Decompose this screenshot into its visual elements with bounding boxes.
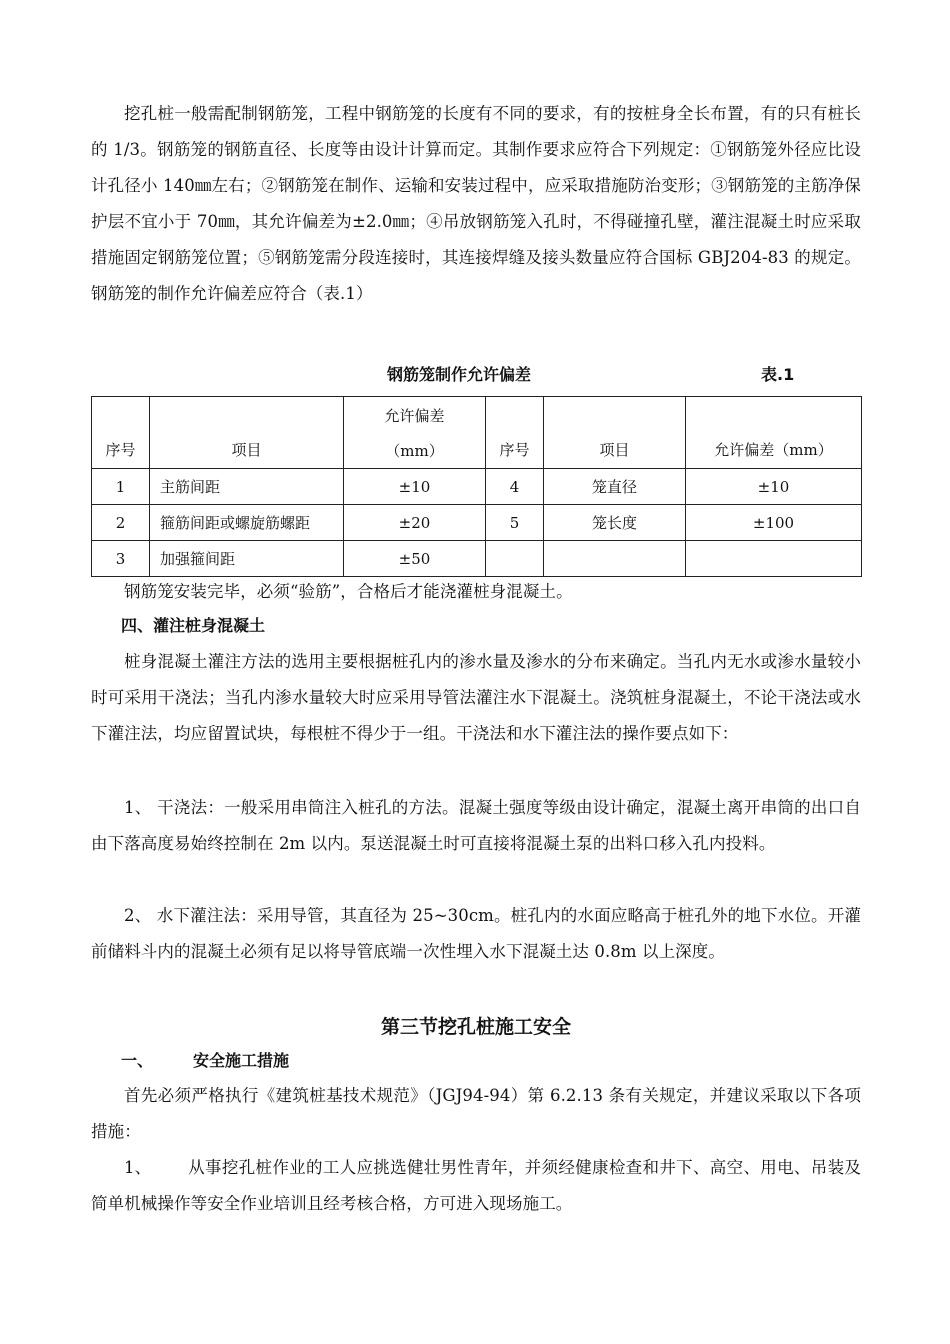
cell-item-2 [544, 541, 686, 577]
list-item-number: 1、 [124, 1158, 152, 1177]
cell-item-2: 笼长度 [544, 505, 686, 541]
header-tolerance-2: 允许偏差（mm） [686, 397, 862, 469]
list-item-text: 从事挖孔桩作业的工人应挑选健壮男性青年，并须经健康检查和井下、高空、用电、吊装及简单机械操作等安全作业培训且经考核合格，方可进入现场施工。 [91, 1158, 861, 1213]
header-item: 项目 [150, 397, 344, 469]
table-caption [91, 358, 861, 390]
table-row [92, 469, 862, 505]
header-tolerance-line1: 允许偏差 [384, 406, 445, 425]
header-seq: 序号 [92, 397, 150, 469]
header-item-2: 项目 [544, 397, 686, 469]
cell-tolerance-2: ±10 [686, 469, 862, 505]
paragraph-inspection: 钢筋笼安装完毕，必须“验筋”，合格后才能浇灌桩身混凝土。 [124, 582, 573, 601]
heading-pour-concrete: 四、灌注桩身混凝土 [121, 616, 266, 635]
list-item [91, 1150, 861, 1222]
cell-item: 主筋间距 [150, 469, 344, 505]
header-tolerance-line2: （mm） [385, 441, 444, 460]
cell-seq-2: 4 [486, 469, 544, 505]
heading-safety-measures [121, 1046, 289, 1076]
tolerance-table [91, 396, 862, 577]
table-number: 表.1 [761, 365, 795, 384]
paragraph-pour-method: 桩身混凝土灌注方法的选用主要根据桩孔内的渗水量及渗水的分布来确定。当孔内无水或渗水量较小时可采用干浇法；当孔内渗水量较大时应采用导管法灌注水下混凝土。浇筑桩身混凝土，不论干浇法或水下灌注法，均应留置试块，每根桩不得少于一组。干浇法和水下灌注法的操作要点如下： [91, 652, 861, 743]
cell-tolerance-2: ±100 [686, 505, 862, 541]
paragraph-dry-pour: 1、 干浇法：一般采用串筒注入桩孔的方法。混凝土强度等级由设计确定，混凝土离开串筒的出口自由下落高度易始终控制在 2m 以内。泵送混凝土时可直接将混凝土泵的出料口移入孔内投料。 [91, 798, 861, 853]
header-seq-2: 序号 [486, 397, 544, 469]
section-title: 第三节挖孔桩施工安全 [380, 1016, 571, 1038]
cell-tolerance: ±10 [344, 469, 486, 505]
heading-safety-text: 安全施工措施 [193, 1051, 290, 1070]
cell-seq: 1 [92, 469, 150, 505]
cell-seq-2 [486, 541, 544, 577]
paragraph-rebar-cage: 挖孔桩一般需配制钢筋笼，工程中钢筋笼的长度有不同的要求，有的按桩身全长布置，有的只有桩长的 1/3。钢筋笼的钢筋直径、长度等由设计计算而定。其制作要求应符合下列规定：①钢筋笼外径应比设计孔径小 140㎜左右；②钢筋笼在制作、运输和安装过程中，应采取措施防治变形；③钢筋笼的主筋净保护层不宜小于 70㎜，其允许偏差为±2.0㎜；④吊放钢筋笼入孔时，不得碰撞孔壁，灌注混凝土时应采取措施固定钢筋笼位置；⑤钢筋笼需分段连接时，其连接焊缝及接头数量应符合国标 GBJ204-83 的规定。钢筋笼的制作允许偏差应符合（表.1） [91, 104, 861, 303]
cell-seq: 3 [92, 541, 150, 577]
cell-item: 加强箍间距 [150, 541, 344, 577]
cell-tolerance-2 [686, 541, 862, 577]
table-row [92, 505, 862, 541]
table-row [92, 541, 862, 577]
header-tolerance [344, 397, 486, 469]
cell-item: 箍筋间距或螺旋筋螺距 [150, 505, 344, 541]
table-header-row [92, 397, 862, 469]
paragraph-underwater-pour: 2、 水下灌注法：采用导管，其直径为 25~30cm。桩孔内的水面应略高于桩孔外的地下水位。开灌前储料斗内的混凝土必须有足以将导管底端一次性埋入水下混凝土达 0.8m 以上深度。 [91, 906, 861, 961]
cell-seq-2: 5 [486, 505, 544, 541]
cell-item-2: 笼直径 [544, 469, 686, 505]
table-title: 钢筋笼制作允许偏差 [387, 365, 532, 384]
cell-seq: 2 [92, 505, 150, 541]
cell-tolerance: ±50 [344, 541, 486, 577]
cell-tolerance: ±20 [344, 505, 486, 541]
heading-safety-number: 一、 [121, 1051, 154, 1070]
paragraph-standard: 首先必须严格执行《建筑桩基技术规范》（JGJ94-94）第 6.2.13 条有关规定，并建议采取以下各项措施： [91, 1086, 861, 1141]
